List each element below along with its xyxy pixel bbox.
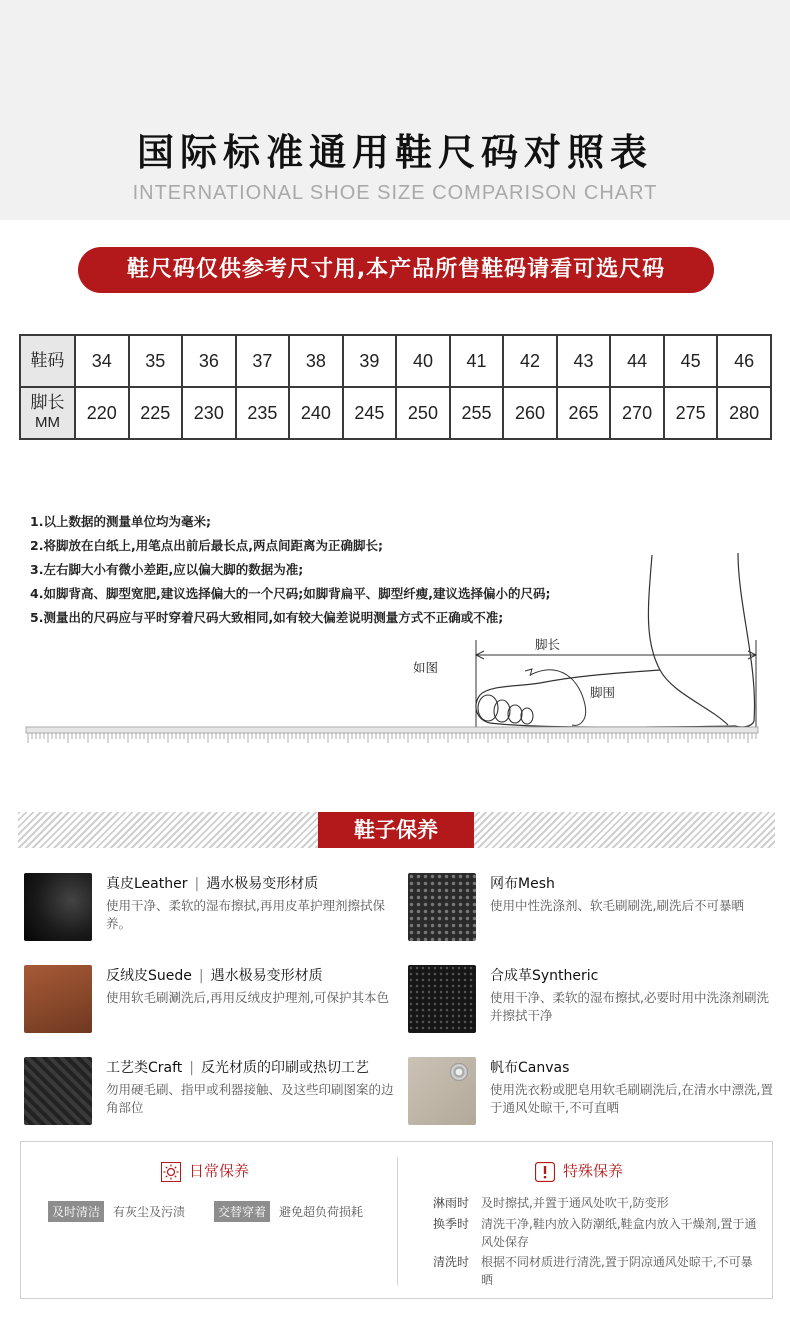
material-name: 合成革Syntheric xyxy=(490,968,599,984)
foot-length-cell: 255 xyxy=(450,387,504,439)
sun-icon xyxy=(161,1162,181,1182)
foot-girth-label: 脚围 xyxy=(590,685,616,700)
material-name: 真皮Leather xyxy=(106,876,188,892)
daily-care-title: 日常保养 xyxy=(189,1162,250,1180)
note-item: 5.测量出的尺码应与平时穿着尺码大致相同,如有较大偏差说明测量方式不正确或不准; xyxy=(30,610,504,625)
foot-length-cell: 275 xyxy=(664,387,718,439)
foot-length-cell: 280 xyxy=(717,387,771,439)
foot-length-cell: 260 xyxy=(503,387,557,439)
foot-length-unit: MM xyxy=(35,414,60,431)
size-cell: 45 xyxy=(664,335,718,387)
size-cell: 44 xyxy=(610,335,664,387)
size-row-label: 鞋码 xyxy=(20,335,75,387)
warning-icon xyxy=(535,1162,555,1182)
page-title: 国际标准通用鞋尺码对照表 xyxy=(137,131,653,174)
material-name: 网布Mesh xyxy=(490,876,555,892)
canvas-thumb-icon xyxy=(408,1057,476,1125)
special-key: 清洗时 xyxy=(433,1255,470,1269)
size-cell: 38 xyxy=(289,335,343,387)
suede-thumb-icon xyxy=(24,965,92,1033)
maintenance-box xyxy=(20,1141,773,1299)
foot-length-label: 脚长 xyxy=(30,393,65,413)
special-value: 及时擦拭,并置于通风处吹干,防变形 xyxy=(481,1196,669,1210)
care-section-title: 鞋子保养 xyxy=(318,812,474,848)
size-cell: 34 xyxy=(75,335,129,387)
material-warning: 反光材质的印刷或热切工艺 xyxy=(201,1060,370,1076)
note-item: 4.如脚背高、脚型宽肥,建议选择偏大的一个尺码;如脚背扁平、脚型纤瘦,建议选择偏小的尺码; xyxy=(30,586,551,601)
size-cell: 43 xyxy=(557,335,611,387)
note-item: 2.将脚放在白纸上,用笔点出前后最长点,两点间距离为正确脚长; xyxy=(30,538,383,553)
foot-length-cell: 245 xyxy=(343,387,397,439)
material-suede xyxy=(24,965,394,1037)
special-care-title: 特殊保养 xyxy=(563,1162,624,1180)
header-banner xyxy=(0,0,790,220)
material-desc: 使用干净、柔软的湿布擦拭,必要时用中洗涤剂刷洗并擦拭干净 xyxy=(490,990,769,1023)
measurement-notes xyxy=(30,510,550,630)
foot-length-cell: 270 xyxy=(610,387,664,439)
material-desc: 勿用硬毛刷、指甲或利器接触、及这些印刷图案的边角部位 xyxy=(106,1082,394,1115)
leather-thumb-icon xyxy=(24,873,92,941)
size-cell: 35 xyxy=(129,335,183,387)
size-cell: 39 xyxy=(343,335,397,387)
material-craft xyxy=(24,1057,394,1129)
material-mesh xyxy=(408,873,778,945)
special-value: 根据不同材质进行清洗,置于阴凉通风处晾干,不可暴晒 xyxy=(481,1255,753,1287)
material-warning: 遇水极易变形材质 xyxy=(210,968,323,984)
daily-tag: 及时清洁 xyxy=(48,1201,104,1222)
material-desc: 使用软毛刷涮洗后,再用反绒皮护理剂,可保护其本色 xyxy=(106,990,389,1005)
material-title: 反绒皮Suede | 遇水极易变形材质 xyxy=(106,968,323,984)
material-leather xyxy=(24,873,394,945)
size-table xyxy=(19,334,772,440)
special-care-heading xyxy=(535,1160,623,1182)
synthetic-thumb-icon xyxy=(408,965,476,1033)
note-item: 1.以上数据的测量单位均为毫米; xyxy=(30,514,211,529)
material-name: 帆布Canvas xyxy=(490,1060,570,1076)
special-key: 淋雨时 xyxy=(433,1196,470,1210)
material-name: 反绒皮Suede xyxy=(106,968,192,984)
size-row xyxy=(20,335,771,387)
material-warning: 遇水极易变形材质 xyxy=(206,876,319,892)
daily-care-heading xyxy=(161,1160,249,1182)
size-cell: 42 xyxy=(503,335,557,387)
material-desc: 使用中性洗涤剂、软毛刷刷洗,刷洗后不可暴晒 xyxy=(490,898,744,913)
foot-length-row xyxy=(20,387,771,439)
foot-length-cell: 220 xyxy=(75,387,129,439)
material-canvas xyxy=(408,1057,778,1129)
size-cell: 37 xyxy=(236,335,290,387)
foot-length-cell: 250 xyxy=(396,387,450,439)
foot-length-cell: 240 xyxy=(289,387,343,439)
foot-length-row-label xyxy=(20,387,75,439)
craft-thumb-icon xyxy=(24,1057,92,1125)
size-cell: 46 xyxy=(717,335,771,387)
material-name: 工艺类Craft xyxy=(106,1060,183,1076)
foot-length-cell: 225 xyxy=(129,387,183,439)
mesh-thumb-icon xyxy=(408,873,476,941)
daily-text: 有灰尘及污渍 xyxy=(113,1205,186,1219)
foot-length-cell: 230 xyxy=(182,387,236,439)
material-title: 真皮Leather | 遇水极易变形材质 xyxy=(106,876,319,892)
daily-text: 避免超负荷损耗 xyxy=(279,1205,364,1219)
material-title: 工艺类Craft | 反光材质的印刷或热切工艺 xyxy=(106,1060,370,1076)
divider xyxy=(397,1157,398,1285)
material-desc: 使用洗衣粉或肥皂用软毛刷刷洗后,在清水中漂洗,置于通风处晾干,不可直晒 xyxy=(490,1082,773,1115)
page-subtitle: INTERNATIONAL SHOE SIZE COMPARISON CHART xyxy=(132,182,658,204)
size-cell: 41 xyxy=(450,335,504,387)
special-value: 清洗干净,鞋内放入防潮纸,鞋盒内放入干燥剂,置于通风处保存 xyxy=(481,1217,757,1249)
foot-length-dimension-label: 脚长 xyxy=(535,637,561,652)
size-cell: 36 xyxy=(182,335,236,387)
example-label: 如图 xyxy=(413,660,439,675)
notice-banner: 鞋尺码仅供参考尺寸用,本产品所售鞋码请看可选尺码 xyxy=(78,247,714,293)
daily-tag: 交替穿着 xyxy=(214,1201,270,1222)
foot-length-cell: 265 xyxy=(557,387,611,439)
size-cell: 40 xyxy=(396,335,450,387)
foot-length-cell: 235 xyxy=(236,387,290,439)
material-desc: 使用干净、柔软的湿布擦拭,再用皮革护理剂擦拭保养。 xyxy=(106,898,385,931)
material-synthetic xyxy=(408,965,778,1037)
special-key: 换季时 xyxy=(433,1217,470,1231)
note-item: 3.左右脚大小有微小差距,应以偏大脚的数据为准; xyxy=(30,562,304,577)
